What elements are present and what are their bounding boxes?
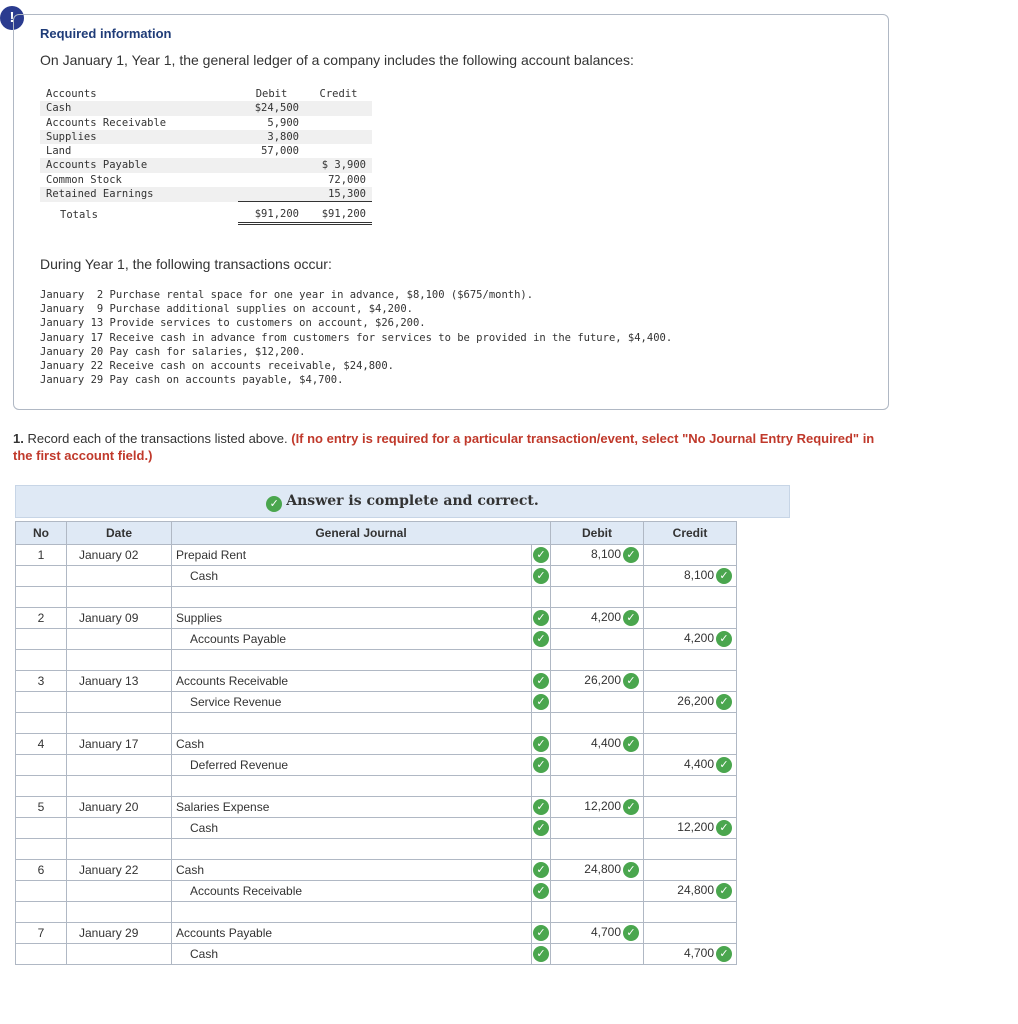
header-no: No bbox=[16, 522, 67, 545]
totals-credit: $91,200 bbox=[305, 202, 372, 224]
journal-row-credit bbox=[16, 818, 737, 839]
debit-amount-field[interactable] bbox=[551, 755, 644, 776]
check-icon: ✓ bbox=[716, 631, 732, 647]
debit-account-field[interactable]: Salaries Expense bbox=[172, 797, 532, 818]
totals-debit: $91,200 bbox=[238, 202, 305, 224]
journal-row-credit bbox=[16, 944, 737, 965]
journal-row-blank bbox=[16, 650, 737, 671]
credit-amount-field[interactable] bbox=[644, 860, 737, 881]
entry-number: 3 bbox=[16, 671, 67, 692]
debit-amount-field[interactable]: 8,100 ✓ bbox=[551, 545, 644, 566]
credit-amount-field[interactable]: 4,200 ✓ bbox=[644, 629, 737, 650]
debit-amount-field[interactable]: 12,200 ✓ bbox=[551, 797, 644, 818]
transactions-heading: During Year 1, the following transactions occur: bbox=[40, 256, 332, 272]
journal-row-credit bbox=[16, 629, 737, 650]
check-icon: ✓ bbox=[533, 568, 549, 584]
journal-row-debit bbox=[16, 545, 737, 566]
entry-date[interactable]: January 29 bbox=[67, 923, 172, 944]
transaction-item: January 9 Purchase additional supplies on account, $4,200. bbox=[40, 303, 413, 316]
question-instruction: (If no entry is required for a particular transaction/event, select "No Journal Entry Required" in the first account field.) bbox=[13, 431, 875, 463]
balance-row: Common Stock 72,000 bbox=[46, 173, 366, 186]
alert-icon: ! bbox=[0, 6, 24, 30]
entry-date[interactable] bbox=[67, 881, 172, 902]
check-icon: ✓ bbox=[716, 694, 732, 710]
check-icon: ✓ bbox=[533, 820, 549, 836]
check-icon: ✓ bbox=[716, 757, 732, 773]
debit-account-field[interactable]: Accounts Receivable bbox=[172, 671, 532, 692]
header-debit: Debit bbox=[551, 522, 644, 545]
journal-row-credit bbox=[16, 692, 737, 713]
debit-amount-field[interactable] bbox=[551, 881, 644, 902]
transaction-item: January 2 Purchase rental space for one year in advance, $8,100 ($675/month). bbox=[40, 289, 534, 301]
journal-row-debit bbox=[16, 860, 737, 881]
journal-row-credit bbox=[16, 881, 737, 902]
entry-date[interactable] bbox=[67, 944, 172, 965]
journal-row-blank bbox=[16, 839, 737, 860]
balance-row: Cash $24,500 bbox=[40, 101, 372, 115]
balances-totals-row bbox=[40, 202, 372, 224]
transaction-item: January 20 Pay cash for salaries, $12,200. bbox=[40, 345, 306, 358]
debit-amount-field[interactable] bbox=[551, 818, 644, 839]
balances-header-credit: Credit bbox=[319, 88, 358, 100]
totals-label: Totals bbox=[40, 202, 238, 224]
debit-account-field[interactable]: Accounts Payable bbox=[172, 923, 532, 944]
transaction-item: January 29 Pay cash on accounts payable, $4,700. bbox=[40, 374, 344, 387]
balance-row: Supplies 3,800 bbox=[40, 130, 372, 144]
credit-amount-field[interactable]: 26,200 ✓ bbox=[644, 692, 737, 713]
journal-row-blank bbox=[16, 776, 737, 797]
debit-amount-field[interactable]: 4,400 ✓ bbox=[551, 734, 644, 755]
question-text: Record each of the transactions listed above. bbox=[23, 431, 292, 446]
check-icon: ✓ bbox=[716, 946, 732, 962]
journal-row-debit bbox=[16, 608, 737, 629]
credit-account-field[interactable]: Accounts Payable bbox=[172, 629, 532, 650]
check-icon: ✓ bbox=[623, 799, 639, 815]
debit-amount-field[interactable] bbox=[551, 629, 644, 650]
entry-date[interactable]: January 13 bbox=[67, 671, 172, 692]
check-icon: ✓ bbox=[533, 736, 549, 752]
credit-amount-field[interactable] bbox=[644, 797, 737, 818]
credit-account-field[interactable]: Accounts Receivable bbox=[172, 881, 532, 902]
transactions-list bbox=[40, 288, 672, 387]
credit-amount-field[interactable]: 4,400 ✓ bbox=[644, 755, 737, 776]
debit-amount-field[interactable]: 4,700 ✓ bbox=[551, 923, 644, 944]
credit-account-field[interactable]: Cash bbox=[172, 818, 532, 839]
debit-amount-field[interactable] bbox=[551, 566, 644, 587]
header-general-journal: General Journal bbox=[172, 522, 551, 545]
entry-date[interactable] bbox=[67, 629, 172, 650]
journal-row-blank bbox=[16, 713, 737, 734]
credit-amount-field[interactable] bbox=[644, 608, 737, 629]
check-icon: ✓ bbox=[623, 547, 639, 563]
journal-row-credit bbox=[16, 755, 737, 776]
debit-amount-field[interactable]: 4,200 ✓ bbox=[551, 608, 644, 629]
entry-number: 2 bbox=[16, 608, 67, 629]
check-icon: ✓ bbox=[533, 547, 549, 563]
journal-row-blank bbox=[16, 587, 737, 608]
journal-row-credit bbox=[16, 566, 737, 587]
credit-account-field[interactable]: Deferred Revenue bbox=[172, 755, 532, 776]
debit-account-field[interactable]: Supplies bbox=[172, 608, 532, 629]
credit-account-field[interactable]: Cash bbox=[172, 566, 532, 587]
check-icon: ✓ bbox=[533, 946, 549, 962]
debit-amount-field[interactable] bbox=[551, 944, 644, 965]
intro-text: On January 1, Year 1, the general ledger of a company includes the following account balances: bbox=[40, 52, 634, 68]
check-icon: ✓ bbox=[266, 496, 282, 512]
journal-row-debit bbox=[16, 734, 737, 755]
balances-table bbox=[40, 87, 372, 225]
entry-number: 1 bbox=[16, 545, 67, 566]
answer-status-text: Answer is complete and correct. bbox=[286, 493, 539, 509]
credit-amount-field[interactable]: 8,100 ✓ bbox=[644, 566, 737, 587]
entry-date[interactable] bbox=[67, 566, 172, 587]
check-icon: ✓ bbox=[716, 820, 732, 836]
entry-number: 4 bbox=[16, 734, 67, 755]
transaction-item: January 22 Receive cash on accounts receivable, $24,800. bbox=[40, 360, 395, 373]
check-icon: ✓ bbox=[533, 925, 549, 941]
check-icon: ✓ bbox=[533, 862, 549, 878]
entry-date[interactable] bbox=[67, 692, 172, 713]
check-icon: ✓ bbox=[533, 799, 549, 815]
balance-row: Accounts Payable $ 3,900 bbox=[40, 158, 372, 172]
general-journal-table bbox=[15, 521, 737, 965]
transaction-item: January 17 Receive cash in advance from customers for services to be provided in the future, $4,400. bbox=[40, 331, 673, 344]
balance-row: Retained Earnings 15,300 bbox=[40, 187, 372, 202]
check-icon: ✓ bbox=[716, 568, 732, 584]
answer-status-bar bbox=[15, 485, 790, 518]
required-info-title: Required information bbox=[40, 26, 172, 41]
entry-date[interactable]: January 09 bbox=[67, 608, 172, 629]
entry-date[interactable]: January 02 bbox=[67, 545, 172, 566]
debit-account-field[interactable]: Cash bbox=[172, 734, 532, 755]
balance-row: Accounts Receivable 5,900 bbox=[46, 116, 299, 129]
check-icon: ✓ bbox=[533, 673, 549, 689]
debit-amount-field[interactable]: 26,200 ✓ bbox=[551, 671, 644, 692]
check-icon: ✓ bbox=[623, 925, 639, 941]
check-icon: ✓ bbox=[533, 883, 549, 899]
debit-account-field[interactable]: Cash bbox=[172, 860, 532, 881]
entry-date[interactable] bbox=[67, 755, 172, 776]
credit-amount-field[interactable] bbox=[644, 545, 737, 566]
check-icon: ✓ bbox=[623, 736, 639, 752]
credit-amount-field[interactable] bbox=[644, 923, 737, 944]
balances-header-debit: Debit bbox=[255, 88, 288, 100]
credit-account-field[interactable]: Service Revenue bbox=[172, 692, 532, 713]
entry-date[interactable]: January 22 bbox=[67, 860, 172, 881]
check-icon: ✓ bbox=[533, 631, 549, 647]
balances-header-account: Accounts bbox=[46, 88, 97, 100]
transaction-item: January 13 Provide services to customers on account, $26,200. bbox=[40, 317, 426, 330]
entry-date[interactable]: January 20 bbox=[67, 797, 172, 818]
journal-row-debit bbox=[16, 797, 737, 818]
entry-number: 7 bbox=[16, 923, 67, 944]
debit-amount-field[interactable] bbox=[551, 692, 644, 713]
check-icon: ✓ bbox=[623, 673, 639, 689]
header-date: Date bbox=[67, 522, 172, 545]
entry-date[interactable]: January 17 bbox=[67, 734, 172, 755]
debit-amount-field[interactable]: 24,800 ✓ bbox=[551, 860, 644, 881]
check-icon: ✓ bbox=[533, 610, 549, 626]
balances-header-row bbox=[40, 87, 372, 101]
journal-row-debit bbox=[16, 671, 737, 692]
check-icon: ✓ bbox=[623, 862, 639, 878]
entry-number: 5 bbox=[16, 797, 67, 818]
balance-row: Land 57,000 bbox=[46, 145, 299, 158]
journal-header-row bbox=[16, 522, 737, 545]
check-icon: ✓ bbox=[533, 694, 549, 710]
check-icon: ✓ bbox=[716, 883, 732, 899]
header-credit: Credit bbox=[644, 522, 737, 545]
credit-amount-field[interactable]: 12,200 ✓ bbox=[644, 818, 737, 839]
credit-account-field[interactable]: Cash bbox=[172, 944, 532, 965]
credit-amount-field[interactable]: 24,800 ✓ bbox=[644, 881, 737, 902]
question-number: 1. bbox=[13, 431, 24, 446]
entry-number: 6 bbox=[16, 860, 67, 881]
check-icon: ✓ bbox=[623, 610, 639, 626]
question-prompt bbox=[13, 430, 883, 464]
credit-amount-field[interactable]: 4,700 ✓ bbox=[644, 944, 737, 965]
credit-amount-field[interactable] bbox=[644, 734, 737, 755]
check-icon: ✓ bbox=[533, 757, 549, 773]
debit-account-field[interactable]: Prepaid Rent bbox=[172, 545, 532, 566]
credit-amount-field[interactable] bbox=[644, 671, 737, 692]
journal-row-blank bbox=[16, 902, 737, 923]
journal-row-debit bbox=[16, 923, 737, 944]
entry-date[interactable] bbox=[67, 818, 172, 839]
